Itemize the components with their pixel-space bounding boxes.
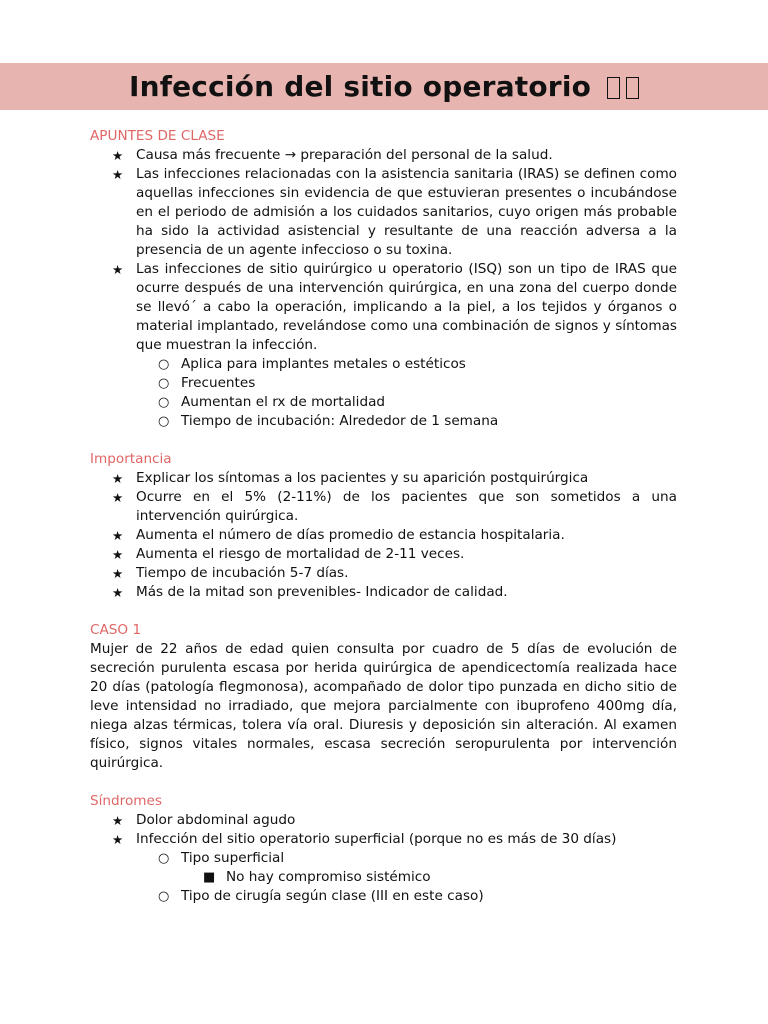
title-band — [0, 63, 768, 110]
sub-list-item: ○ Aumentan el rx de mortalidad — [90, 393, 677, 412]
missing-glyph-icon — [607, 77, 620, 99]
list-item: ★ Aumenta el riesgo de mortalidad de 2-11 veces. — [90, 545, 677, 564]
list-item: ★ Explicar los síntomas a los pacientes y su aparición postquirúrgica — [90, 469, 677, 488]
list-item: ★ Más de la mitad son prevenibles- Indicador de calidad. — [90, 583, 677, 602]
bullet-list — [90, 811, 677, 906]
list-item: ★ Dolor abdominal agudo — [90, 811, 677, 830]
sub-bullet-list — [136, 355, 677, 431]
case-text: Mujer de 22 años de edad quien consulta por cuadro de 5 días de evolución de secreción purulenta escasa por herida quirúrgica de apendicectomía realizada hace 20 días (patología flegmonosa), acompañado de dolor tipo punzada en dicho sitio de leve intensidad no irradiado, que mejora parcialmente con ibuprofeno 400mg día, niega alzas térmicas, tolera vía oral. Diuresis y deposición sin alteración. Al examen físico, signos vitales normales, escasa secreción seropurulenta por intervención quirúrgica. — [90, 641, 677, 771]
list-item-text: Las infecciones de sitio quirúrgico u operatorio (ISQ) son un tipo de IRAS que ocurre después de una intervención quirúrgica, en una zona del cuerpo donde se llevó´ a cabo la operación, implicando a la piel, a los tejidos y órganos o material implantado, revelándose como una combinación de signos y síntomas que muestran la infección. — [136, 261, 677, 353]
section-heading: CASO 1 — [90, 622, 142, 638]
list-item: ★ Ocurre en el 5% (2-11%) de los pacientes que son sometidos a una intervención quirúrgica. — [90, 488, 677, 526]
list-item: ★ Tiempo de incubación 5-7 días. — [90, 564, 677, 583]
section-heading: Síndromes — [90, 793, 162, 809]
bullet-list — [90, 146, 677, 431]
sub-list-item-text: Tipo superficial — [181, 850, 285, 866]
sub-list-item: ○ Frecuentes — [90, 374, 677, 393]
list-item: ★ Aumenta el número de días promedio de estancia hospitalaria. — [90, 526, 677, 545]
sub-list-item: ○ Tiempo de incubación: Alrededor de 1 semana — [90, 412, 677, 431]
sub-list-item: ○ Aplica para implantes metales o estéticos — [90, 355, 677, 374]
section-caso — [90, 621, 677, 773]
sub-sub-bullet-list — [181, 868, 677, 887]
page-title-text: Infección del sitio operatorio — [128, 70, 592, 103]
section-importancia — [90, 450, 677, 602]
list-item — [90, 830, 677, 906]
list-item — [90, 260, 677, 431]
sub-sub-list-item: ■ No hay compromiso sistémico — [90, 868, 677, 887]
section-apuntes — [90, 127, 677, 431]
bullet-list — [90, 469, 677, 602]
document-body — [90, 127, 677, 925]
list-item-text: Infección del sitio operatorio superficial (porque no es más de 30 días) — [136, 831, 617, 847]
section-heading: APUNTES DE CLASE — [90, 128, 225, 144]
section-heading: Importancia — [90, 451, 172, 467]
sub-list-item — [90, 849, 677, 887]
list-item: ★ Las infecciones relacionadas con la asistencia sanitaria (IRAS) se definen como aquellas infecciones sin evidencia de que estuvieran presentes o incubándose en el periodo de admisión a los cuidados sanitarios, cuyo origen más probable ha sido la actividad asistencial y resultante de una reacción adversa a la presencia de un agente infeccioso o su toxina. — [90, 165, 677, 260]
page-title — [129, 70, 639, 103]
list-item: ★ Causa más frecuente → preparación del personal de la salud. — [90, 146, 677, 165]
sub-bullet-list — [136, 849, 677, 906]
sub-list-item: ○ Tipo de cirugía según clase (III en este caso) — [90, 887, 677, 906]
missing-glyph-icon — [626, 77, 639, 99]
section-sindromes — [90, 792, 677, 906]
